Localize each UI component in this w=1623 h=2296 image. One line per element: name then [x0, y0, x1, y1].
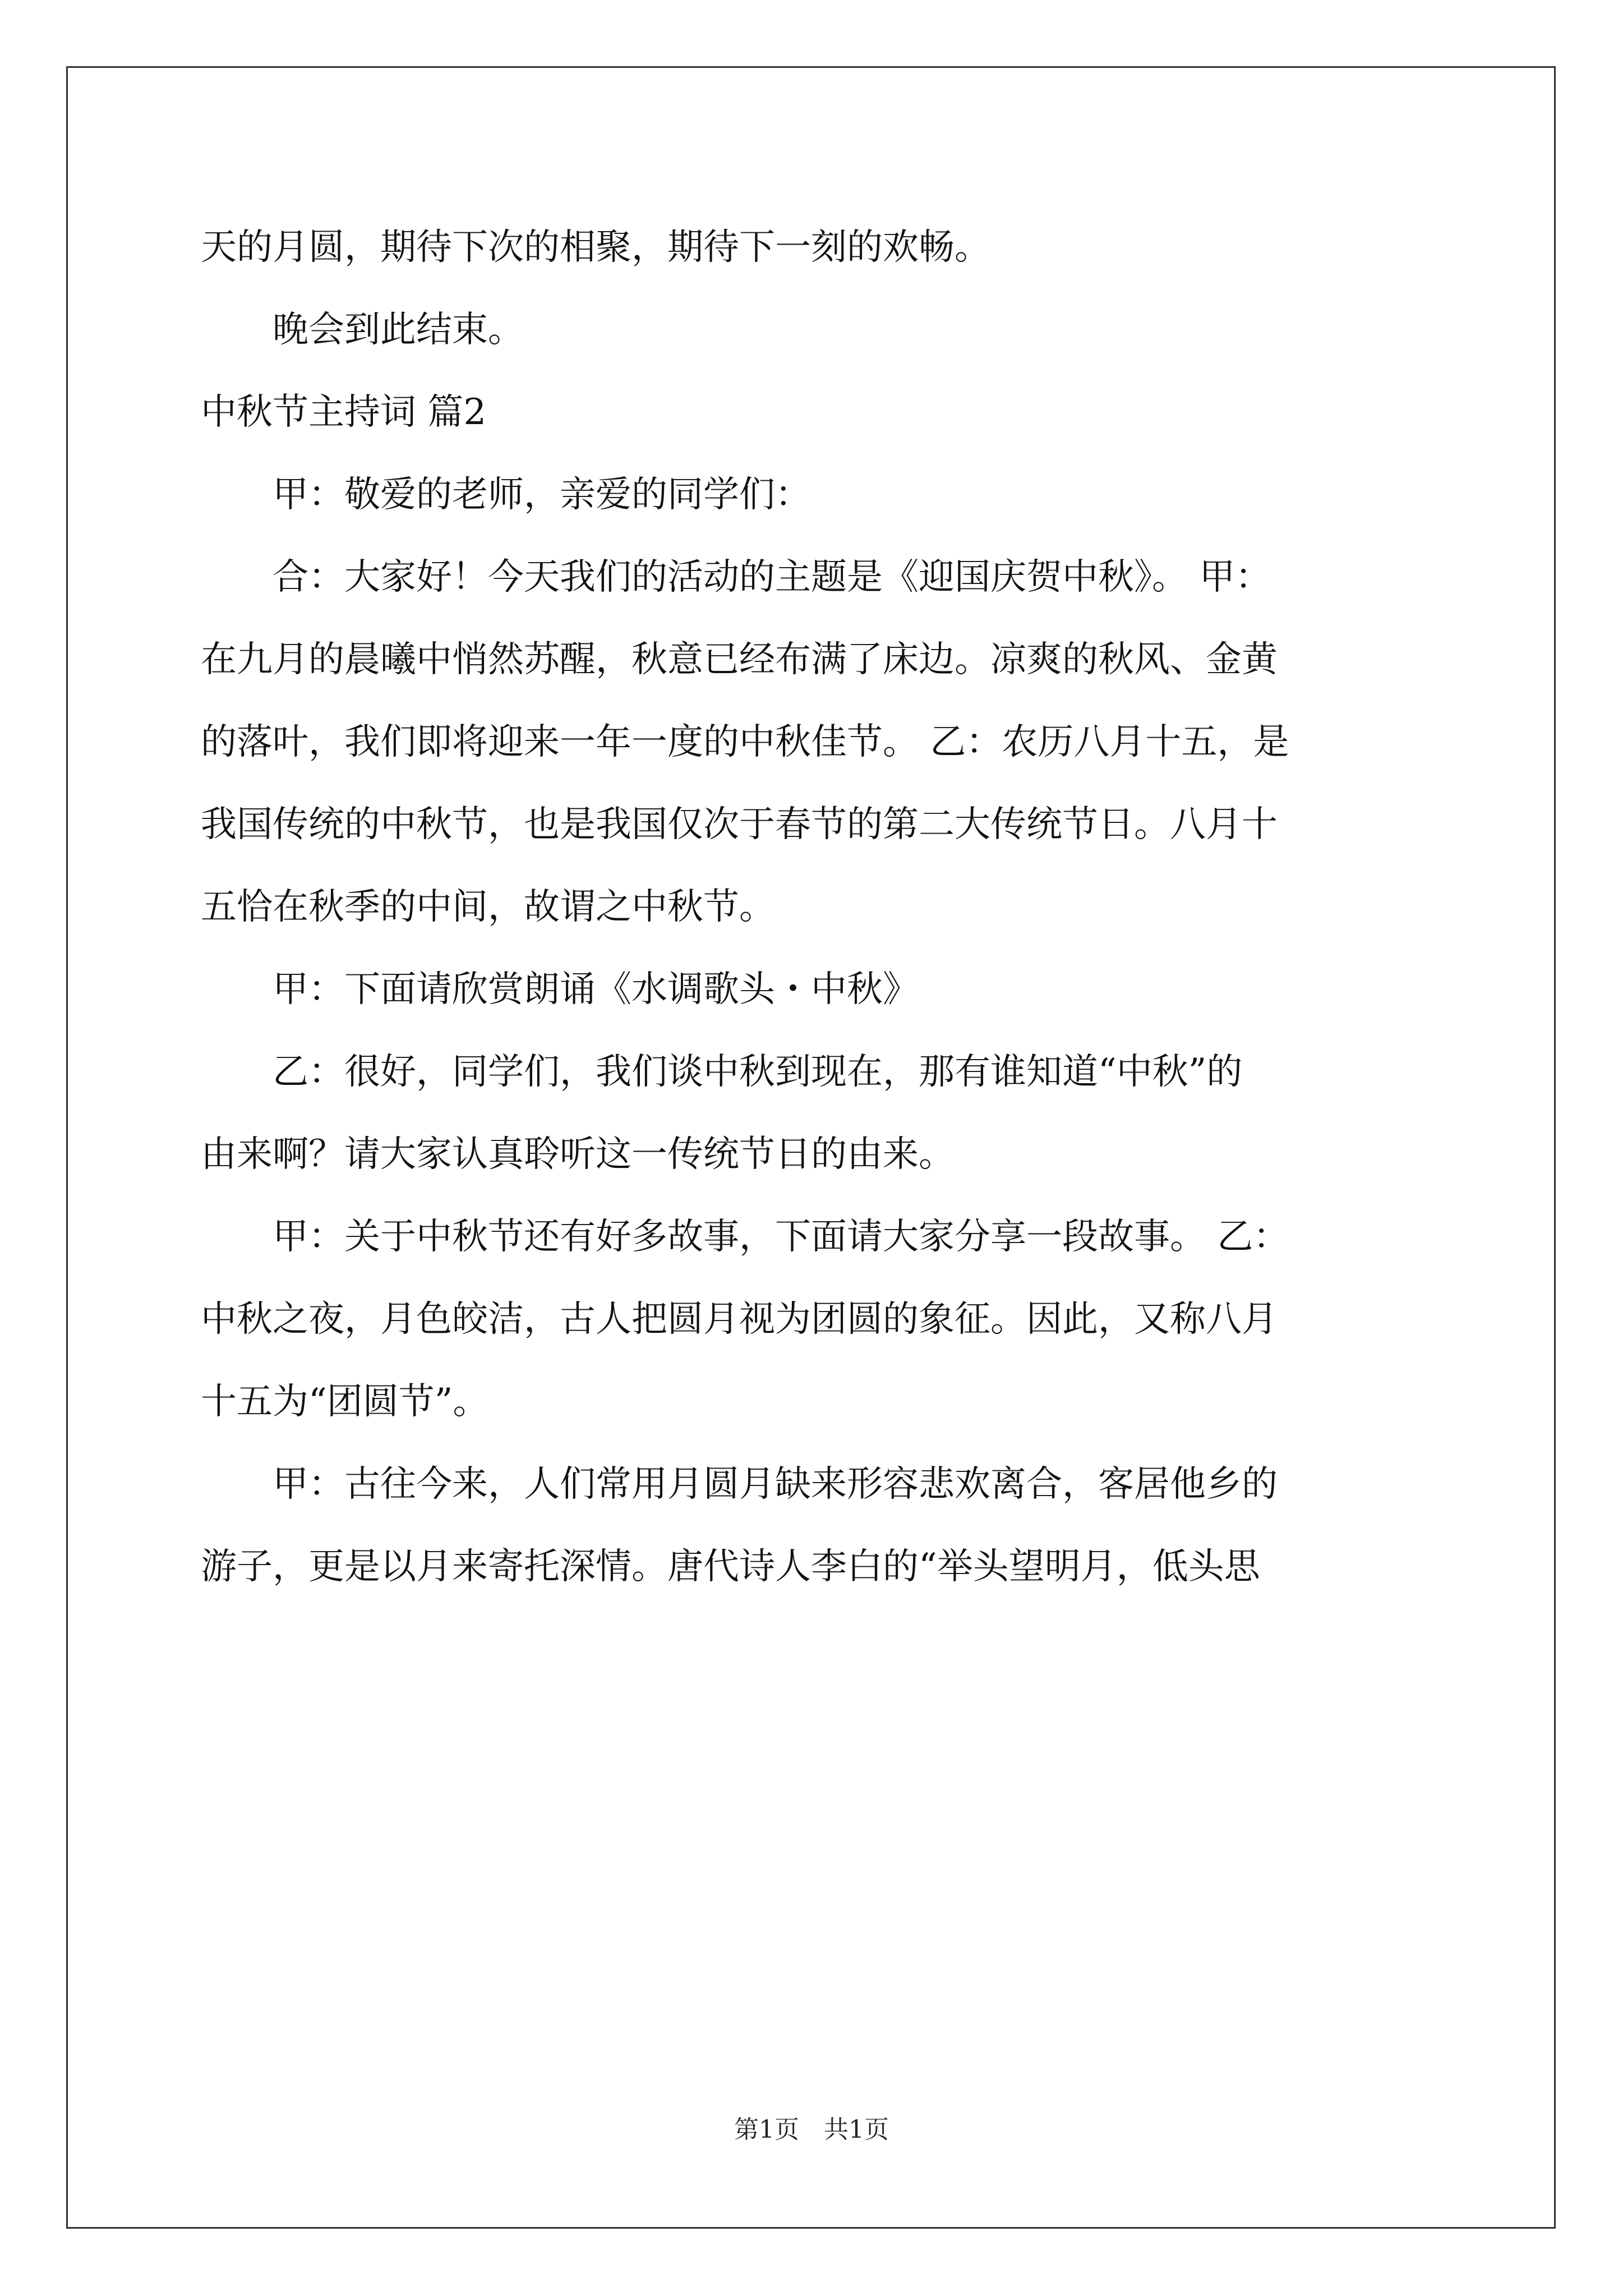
text-line: 由来啊？请大家认真聆听这一传统节日的由来。	[201, 1134, 955, 1175]
text-line: 我国传统的中秋节，也是我国仅次于春节的第二大传统节日。八月十	[201, 804, 1278, 845]
text-line: 晚会到此结束。	[201, 309, 524, 351]
text-line: 的落叶，我们即将迎来一年一度的中秋佳节。 乙：农历八月十五，是	[201, 721, 1289, 763]
text-line: 十五为“团圆节”。	[201, 1381, 489, 1423]
text-line: 中秋之夜，月色皎洁，古人把圆月视为团圆的象征。因此，又称八月	[201, 1299, 1278, 1340]
page-footer: 第1页 共1页	[734, 2115, 889, 2144]
text-line: 游子，更是以月来寄托深情。唐代诗人李白的“举头望明月，低头思	[201, 1546, 1260, 1588]
document-body	[201, 206, 1435, 1608]
text-line: 天的月圆，期待下次的相聚，期待下一刻的欢畅。	[201, 227, 990, 268]
text-line: 甲：敬爱的老师，亲爱的同学们：	[201, 474, 811, 516]
text-line: 在九月的晨曦中悄然苏醒，秋意已经布满了床边。凉爽的秋风、金黄	[201, 639, 1278, 680]
text-line: 甲：下面请欣赏朗诵《水调歌头・中秋》	[201, 969, 919, 1010]
text-line: 甲：关于中秋节还有好多故事，下面请大家分享一段故事。 乙：	[201, 1216, 1289, 1258]
text-line: 甲：古往今来，人们常用月圆月缺来形容悲欢离合，客居他乡的	[201, 1464, 1278, 1505]
text-line: 乙：很好，同学们，我们谈中秋到现在，那有谁知道“中秋”的	[201, 1051, 1243, 1093]
section-heading: 中秋节主持词 篇2	[201, 392, 487, 433]
text-line: 五恰在秋季的中间，故谓之中秋节。	[201, 886, 775, 928]
text-line: 合：大家好！今天我们的活动的主题是《迎国庆贺中秋》。 甲：	[201, 556, 1271, 598]
